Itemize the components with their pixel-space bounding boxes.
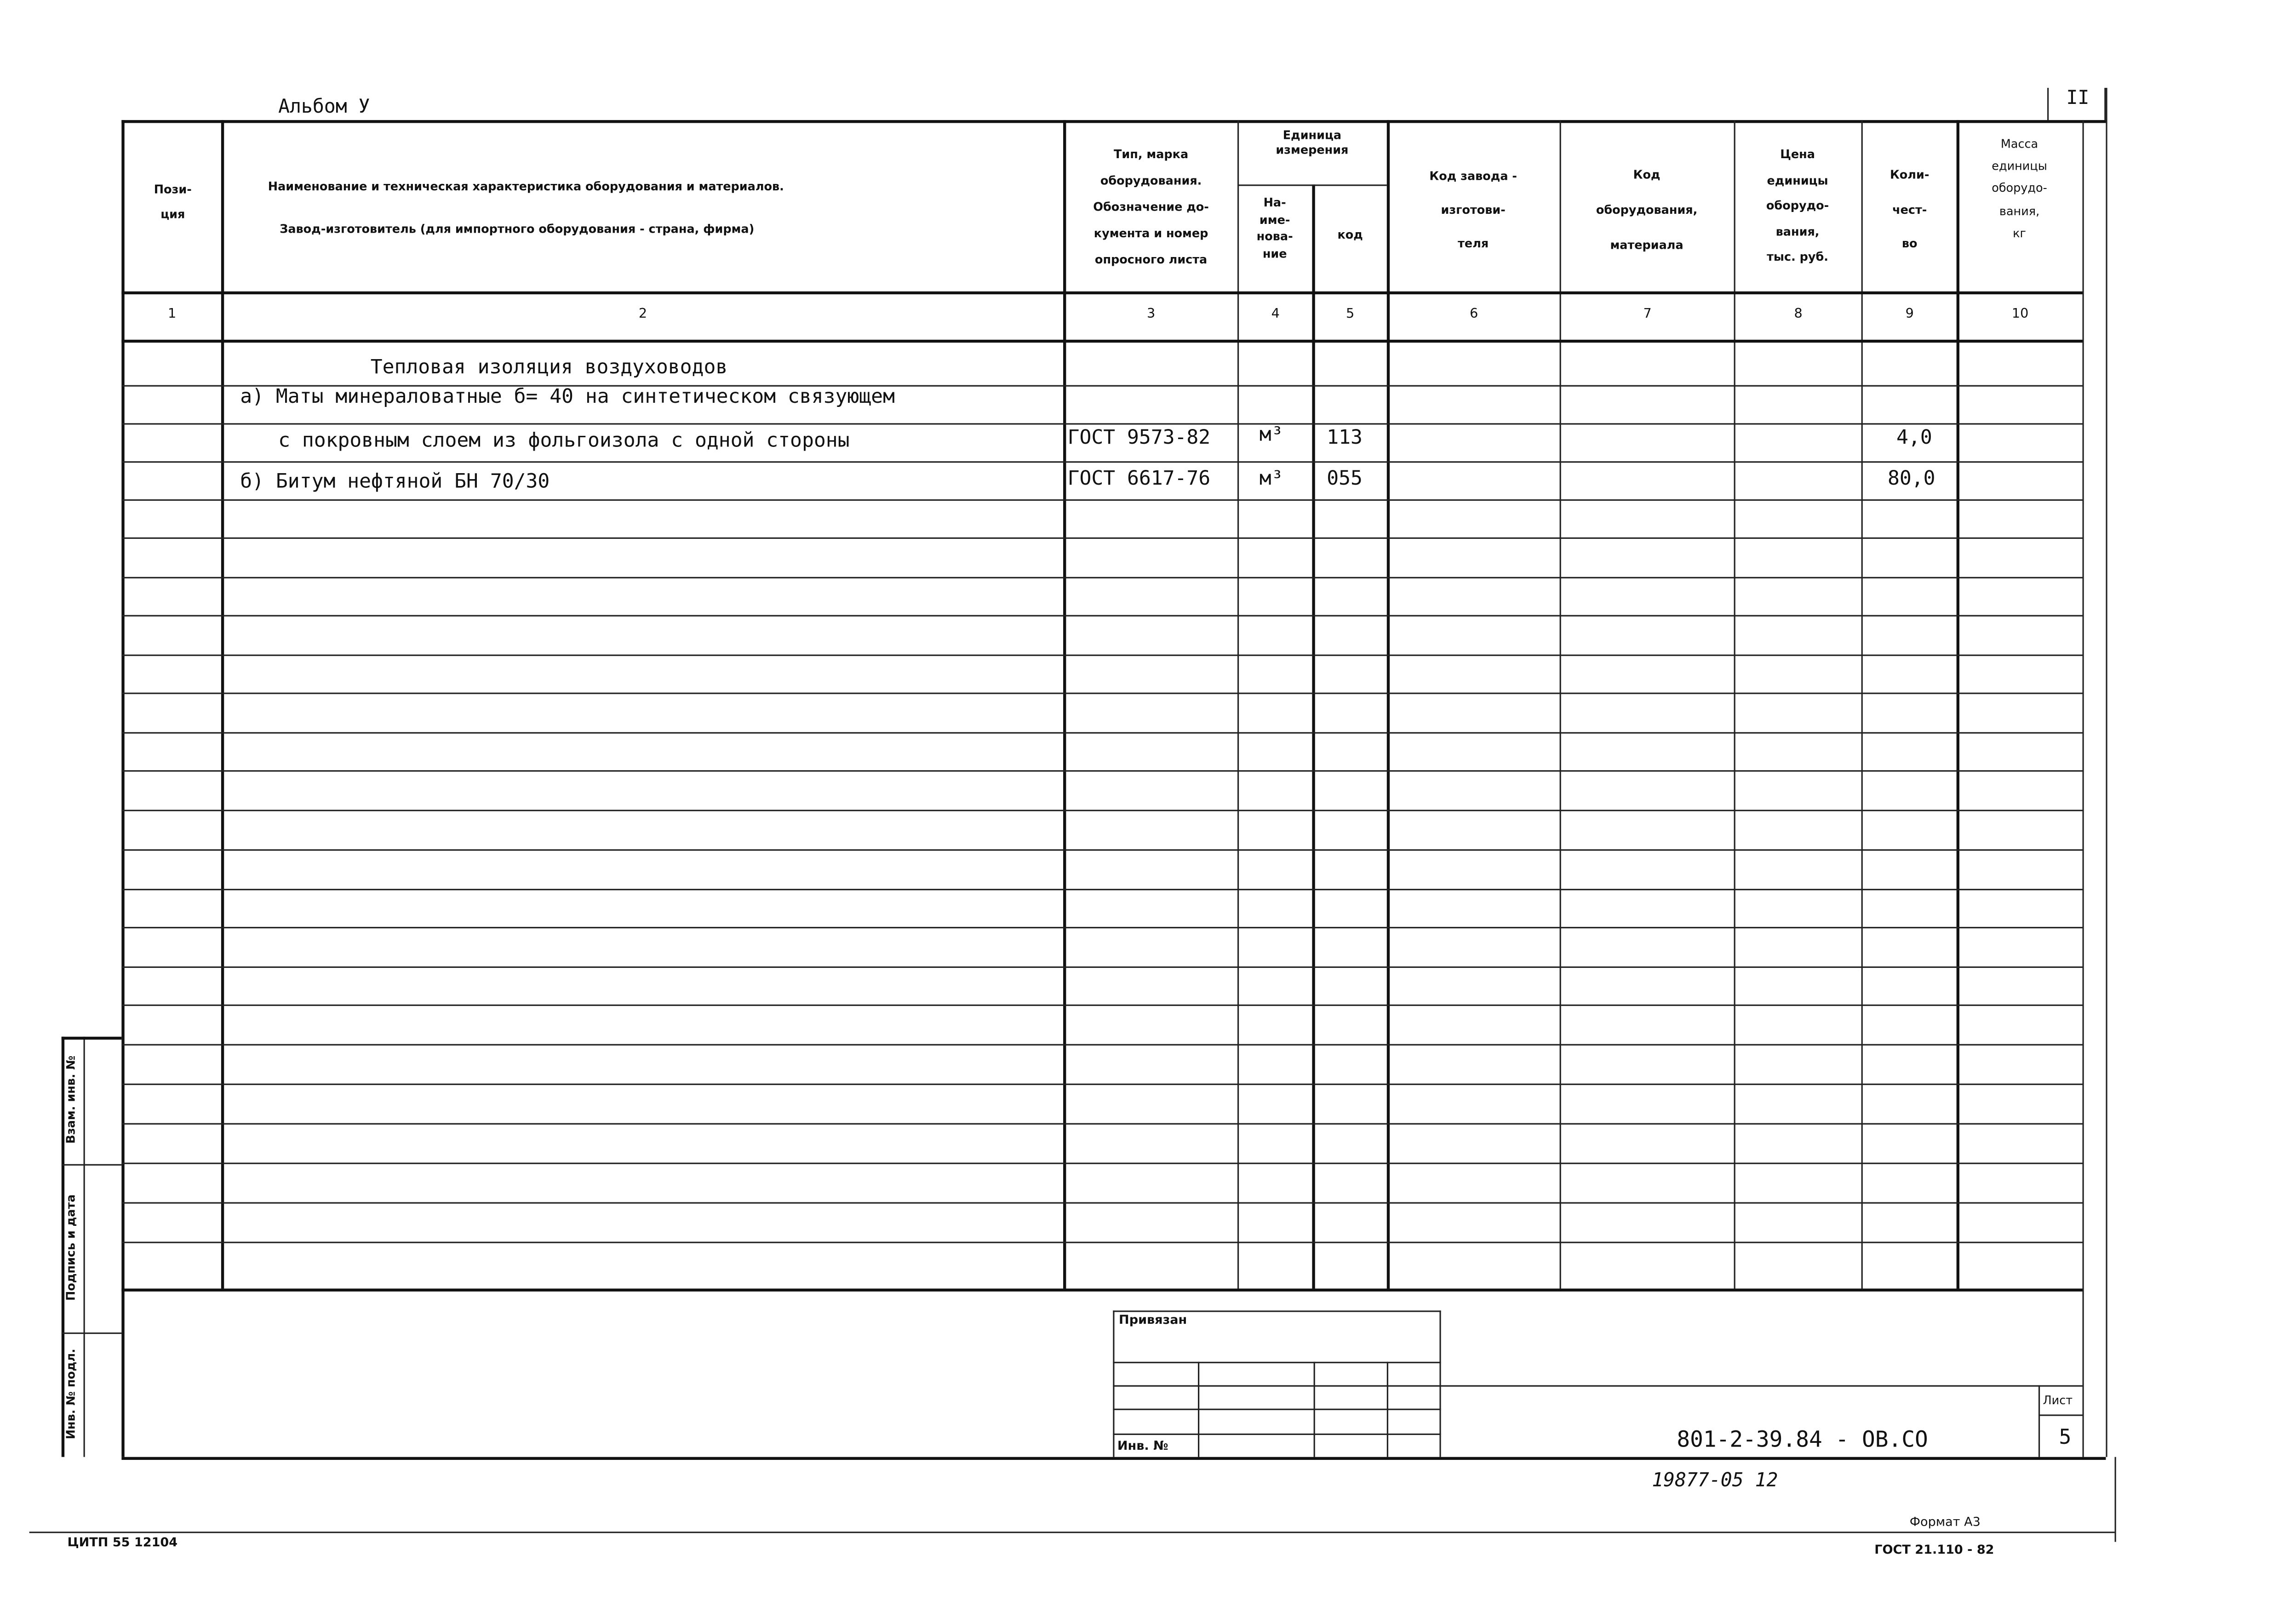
table-row-line	[121, 927, 2082, 928]
col-number: 9	[1905, 307, 1914, 322]
page-mark: II	[2066, 88, 2090, 110]
col-price-header: Цена единицы оборудо- вания, тыс. руб.	[1766, 148, 1829, 264]
table-row-line	[121, 966, 2082, 968]
table-row-line	[121, 1288, 2082, 1291]
col-number: 8	[1794, 307, 1803, 322]
col-unit-name-header: На- име- нова- ние	[1256, 196, 1293, 261]
table-row-line	[121, 1005, 2082, 1006]
table-row-title: Тепловая изоляция воздуховодов	[370, 355, 728, 379]
table-row-line	[121, 577, 2082, 578]
table-row-unit: м³	[1259, 467, 1283, 491]
album-label: Альбом У	[278, 97, 370, 119]
table-row-line	[121, 655, 2082, 656]
col-type-header: Тип, марка оборудования. Обозначение до- кумента и номер опросного листа	[1093, 148, 1209, 267]
table-row-line	[121, 499, 2082, 501]
table-row-type: ГОСТ 6617-76	[1067, 467, 1211, 491]
handwritten-note: 19877-05 12	[1652, 1470, 1778, 1493]
col-mass-header: Масса единицы оборудо- вания, кг	[1992, 137, 2047, 240]
table-row-line	[121, 1084, 2082, 1085]
col-name-header: Наименование и техническая характеристика оборудования и материалов. Завод-изготовитель (для импортного оборудования - страна, фирма)	[268, 180, 784, 236]
frame-top	[121, 120, 2106, 123]
table-row-line	[121, 1242, 2082, 1243]
table-row-line	[121, 615, 2082, 617]
table-row-name: а) Маты минераловатные б= 40 на синтетическом связующем	[240, 385, 895, 409]
publisher-label: ЦИТП 55 12104	[67, 1536, 178, 1551]
table-row-code: 055	[1327, 467, 1363, 491]
frame-bottom	[121, 1457, 2106, 1460]
table-row-line	[121, 770, 2082, 772]
col-number: 7	[1643, 307, 1652, 322]
table-row-type: ГОСТ 9573-82	[1067, 426, 1211, 450]
sheet-number: 5	[2059, 1426, 2072, 1450]
table-row-line	[121, 1123, 2082, 1125]
stamp-podpis: Подпись и дата	[64, 1194, 78, 1301]
gost-label: ГОСТ 21.110 - 82	[1874, 1543, 1994, 1558]
col-number: 3	[1146, 307, 1156, 322]
table-row-line	[121, 732, 2082, 733]
unit-group-header: Единица измерения	[1276, 129, 1349, 157]
table-row-line	[121, 1202, 2082, 1204]
col-qty-header: Коли- чест- во	[1889, 168, 1930, 251]
table-row-line	[121, 889, 2082, 890]
table-row-line	[121, 1044, 2082, 1046]
table-row-name: б) Битум нефтяной БН 70/30	[240, 470, 550, 494]
col-number: 6	[1470, 307, 1478, 322]
table-row-line	[121, 461, 2082, 463]
col-position-header: Пози- ция	[154, 183, 192, 221]
col-number: 1	[168, 307, 177, 322]
document-code: 801-2-39.84 - ОВ.СО	[1677, 1426, 1928, 1453]
privyazan-label: Привязан	[1119, 1313, 1187, 1328]
table-row-line	[121, 810, 2082, 811]
col-factory-code-header: Код завода - изготови- теля	[1429, 170, 1517, 251]
table-row-line	[121, 849, 2082, 851]
col-unit-code-header: код	[1337, 228, 1363, 242]
col-number: 5	[1346, 307, 1355, 322]
table-row-line	[121, 423, 2082, 424]
table-row-code: 113	[1327, 426, 1363, 450]
table-row-name: с покровным слоем из фольгоизола с одной стороны	[278, 429, 850, 453]
col-number: 2	[638, 307, 647, 322]
sheet-label: Лист	[2043, 1394, 2073, 1407]
table-row-line	[121, 538, 2082, 539]
table-row-line	[121, 1163, 2082, 1164]
frame-right	[2106, 88, 2107, 1457]
table-row-unit: м³	[1259, 423, 1283, 447]
stamp-vzam-inv: Взам. инв. №	[64, 1055, 78, 1144]
col-equip-code-header: Код оборудования, материала	[1596, 168, 1698, 252]
inv-no-label: Инв. №	[1117, 1439, 1168, 1454]
col-number: 4	[1271, 307, 1280, 322]
table-row-qty: 4,0	[1896, 426, 1932, 450]
stamp-inv-podl: Инв. № подл.	[64, 1349, 78, 1440]
format-label: Формат А3	[1909, 1515, 1981, 1530]
table-row-qty: 80,0	[1887, 467, 1935, 491]
col-number: 10	[2011, 307, 2029, 322]
table-row-line	[121, 692, 2082, 694]
